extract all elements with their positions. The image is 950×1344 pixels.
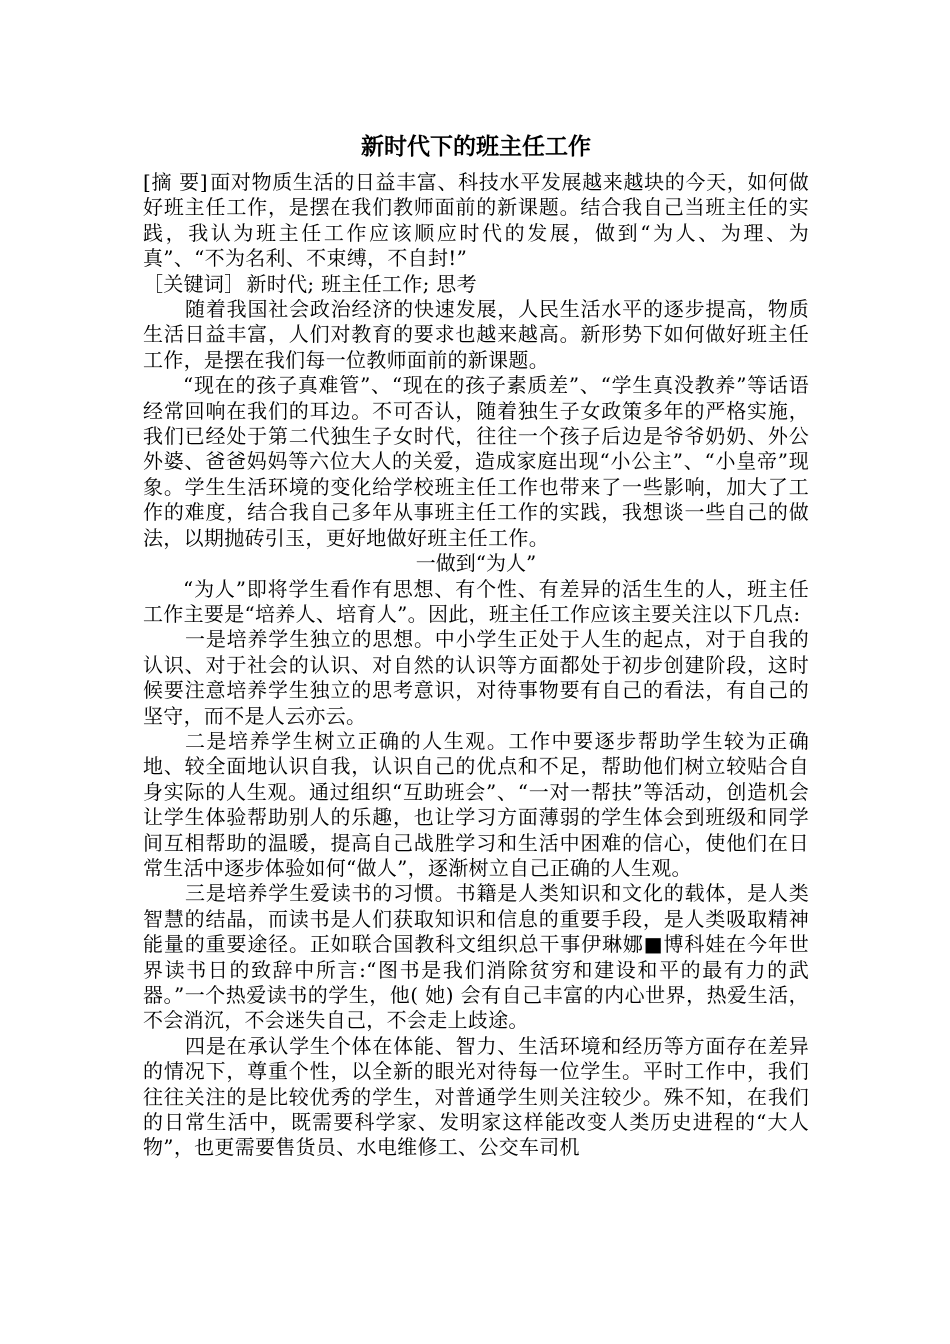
body-paragraph-intro-2: “现在的孩子真难管”、“现在的孩子素质差”、“学生真没教养”等话语经常回响在我们的耳边。不可否认，随着独生子女政策多年的严格实施，我们已经处于第二代独生子女时代，往往一个孩子后边是爷爷奶奶、外公外婆、爸爸妈妈等六位大人的关爱，造成家庭出现“小公主”、“小皇帝”现象。学生生活环境的变化给学校班主任工作也带来了一些影响，加大了工作的难度，结合我自己多年从事班主任工作的实践，我想谈一些自己的做法，以期抛砖引玉，更好地做好班主任工作。 <box>143 373 809 550</box>
keywords-tag: ［关键词］ <box>143 271 245 296</box>
document-title: 新时代下的班主任工作 <box>361 134 591 160</box>
body-paragraph-3: 二是培养学生树立正确的人生观。工作中要逐步帮助学生较为正确地、较全面地认识自我，认识自己的优点和不足，帮助他们树立较贴合自身实际的人生观。通过组织“互助班会”、“一对一帮扶”等活动，创造机会让学生体验帮助别人的乐趣，也让学习方面薄弱的学生体会到班级和同学间互相帮助的温暖，提高自己战胜学习和生活中困难的信心，使他们在日常生活中逐步体验如何“做人”，逐渐树立自己正确的人生观。 <box>143 728 809 880</box>
body-paragraph-5: 四是在承认学生个体在体能、智力、生活环境和经历等方面存在差异的情况下，尊重个性，以全新的眼光对待每一位学生。平时工作中，我们往往关注的是比较优秀的学生，对普通学生则关注较少。殊不知，在我们的日常生活中，既需要科学家、发明家这样能改变人类历史进程的“大人物”，也更需要售货员、水电维修工、公交车司机 <box>143 1033 809 1160</box>
body-paragraph-2: 一是培养学生独立的思想。中小学生正处于人生的起点，对于自我的认识、对于社会的认识、对自然的认识等方面都处于初步创建阶段，这时候要注意培养学生独立的思考意识，对待事物要有自己的看法，有自己的坚守，而不是人云亦云。 <box>143 627 809 728</box>
body-paragraph-4: 三是培养学生爱读书的习惯。书籍是人类知识和文化的载体，是人类智慧的结晶，而读书是人们获取知识和信息的重要手段，是人类吸取精神能量的重要途径。正如联合国教科文组织总干事伊琳娜■博科娃在今年世界读书日的致辞中所言:“图书是我们消除贫穷和建设和平的最有力的武器。”一个热爱读书的学生，他( 她) 会有自己丰富的内心世界，热爱生活，不会消沉，不会迷失自己，不会走上歧途。 <box>143 881 809 1033</box>
abstract-tag: [摘 要] <box>143 170 208 194</box>
document-page <box>143 130 809 1161</box>
body-paragraph-intro-1: 随着我国社会政治经济的快速发展，人民生活水平的逐步提高，物质生活日益丰富，人们对教育的要求也越来越高。新形势下如何做好班主任工作，是摆在我们每一位教师面前的新课题。 <box>143 297 809 372</box>
abstract-text: 面对物质生活的日益丰富、科技水平发展越来越块的今天，如何做好班主任工作，是摆在我们教师面前的新课题。结合我自己当班主任的实践，我认为班主任工作应该顺应时代的发展，做到“为人、为理、为真”、“不为名利、不束缚，不自封!” <box>143 170 809 271</box>
keywords-paragraph <box>143 272 809 297</box>
keywords-text: 新时代; 班主任工作; 思考 <box>246 271 477 296</box>
abstract-paragraph <box>143 170 809 272</box>
body-paragraph-1: “为人”即将学生看作有思想、有个性、有差异的活生生的人，班主任工作主要是“培养人、培育人”。因此，班主任工作应该主要关注以下几点: <box>143 576 809 626</box>
section-heading: 一做到“为人” <box>415 551 537 576</box>
